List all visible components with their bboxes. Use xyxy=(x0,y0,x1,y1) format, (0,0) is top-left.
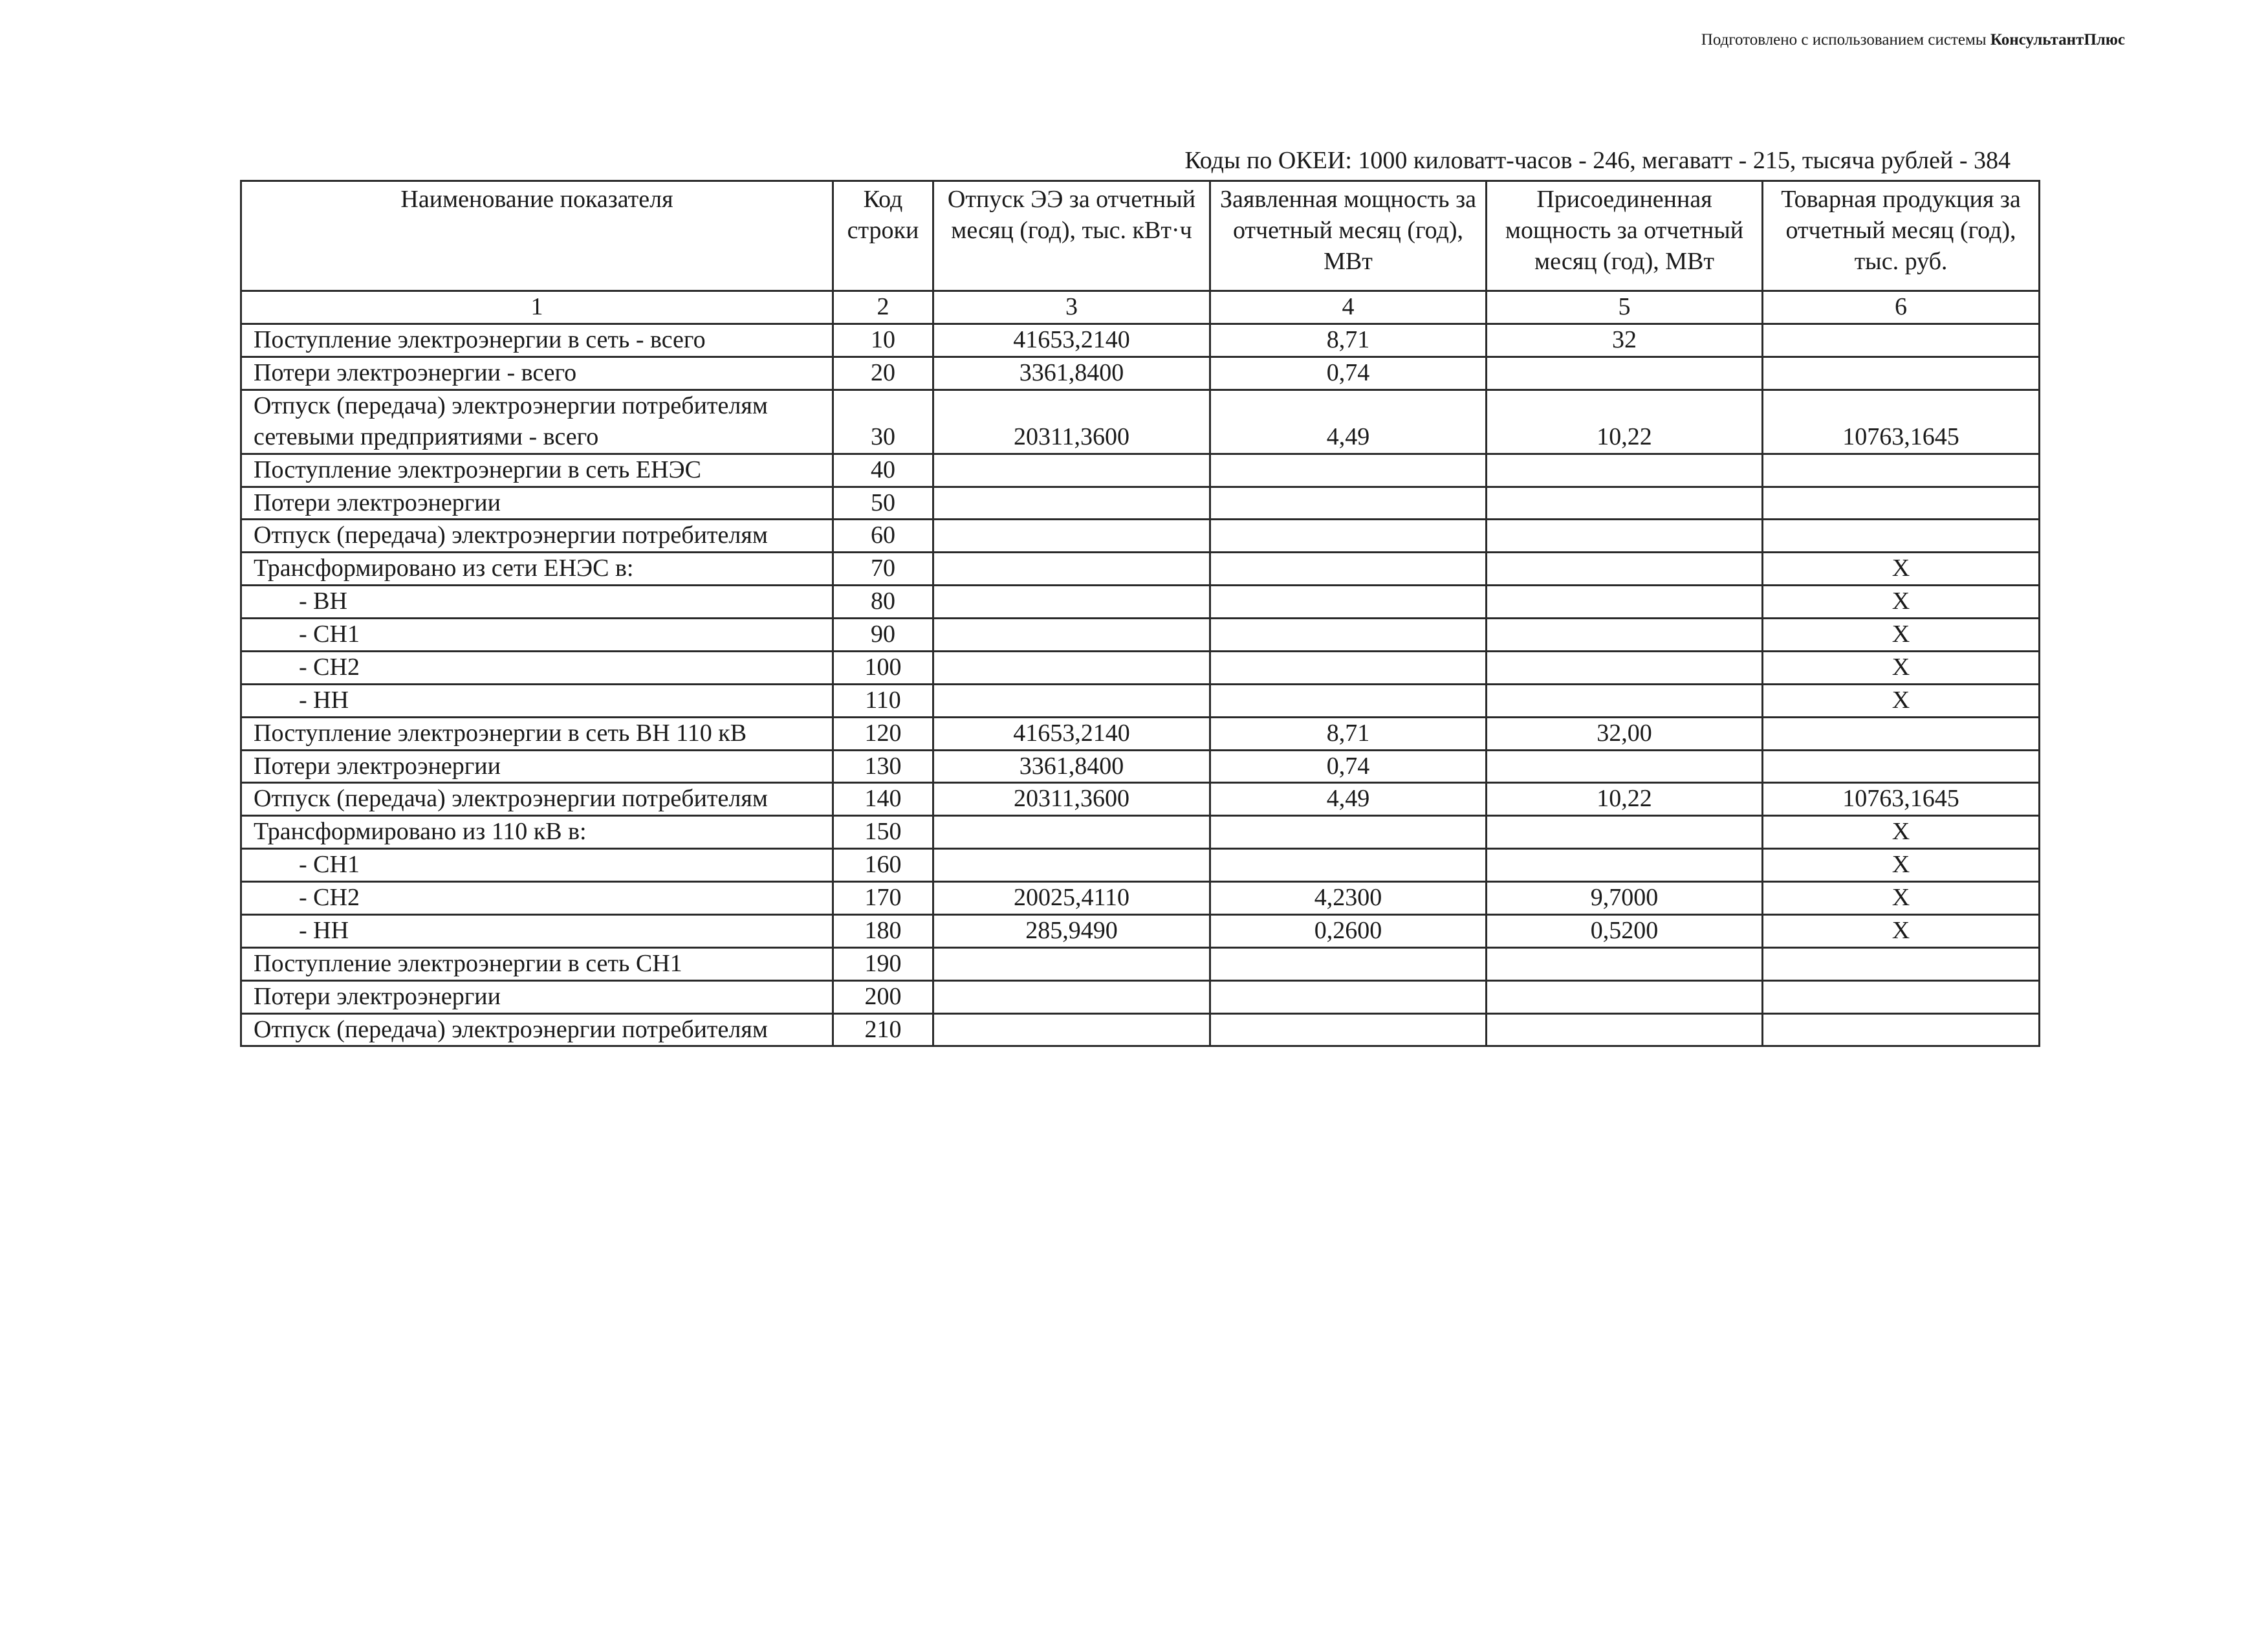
connected-capacity-cell xyxy=(1487,619,1763,652)
table-row xyxy=(241,619,2040,652)
declared-capacity-cell xyxy=(1210,947,1487,980)
row-code: 30 xyxy=(833,390,933,454)
energy-supply-cell xyxy=(933,1013,1210,1046)
table-row xyxy=(241,783,2040,816)
energy-supply-cell xyxy=(933,586,1210,619)
row-name: - СН2 xyxy=(241,882,833,915)
row-code: 170 xyxy=(833,882,933,915)
connected-capacity-cell: 10,22 xyxy=(1487,783,1763,816)
row-name: - НН xyxy=(241,914,833,947)
table-row xyxy=(241,717,2040,750)
row-name: Поступление электроэнергии в сеть ЕНЭС xyxy=(241,454,833,487)
connected-capacity-cell: 32,00 xyxy=(1487,717,1763,750)
connected-capacity-cell xyxy=(1487,651,1763,684)
column-number: 5 xyxy=(1487,291,1763,324)
energy-supply-cell: 41653,2140 xyxy=(933,717,1210,750)
column-header: Присоединенная мощность за отчетный месяц (год), МВт xyxy=(1487,181,1763,291)
connected-capacity-cell xyxy=(1487,947,1763,980)
connected-capacity-cell xyxy=(1487,553,1763,586)
connected-capacity-cell: 0,5200 xyxy=(1487,914,1763,947)
row-name: Отпуск (передача) электроэнергии потребителям xyxy=(241,520,833,553)
connected-capacity-cell: 10,22 xyxy=(1487,390,1763,454)
declared-capacity-cell: 0,2600 xyxy=(1210,914,1487,947)
column-number: 4 xyxy=(1210,291,1487,324)
table-row xyxy=(241,487,2040,520)
energy-supply-cell: 20311,3600 xyxy=(933,390,1210,454)
row-name: - НН xyxy=(241,684,833,717)
commodity-output-cell xyxy=(1763,357,2040,390)
energy-supply-cell xyxy=(933,619,1210,652)
table-row xyxy=(241,882,2040,915)
declared-capacity-cell xyxy=(1210,586,1487,619)
row-name: - СН2 xyxy=(241,651,833,684)
table-row xyxy=(241,947,2040,980)
commodity-output-cell xyxy=(1763,1013,2040,1046)
declared-capacity-cell xyxy=(1210,487,1487,520)
commodity-output-cell: 10763,1645 xyxy=(1763,390,2040,454)
row-name: Потери электроэнергии xyxy=(241,487,833,520)
energy-supply-cell xyxy=(933,651,1210,684)
row-code: 150 xyxy=(833,816,933,849)
energy-supply-cell xyxy=(933,553,1210,586)
table-row xyxy=(241,454,2040,487)
row-code: 200 xyxy=(833,980,933,1013)
commodity-output-cell: X xyxy=(1763,619,2040,652)
commodity-output-cell xyxy=(1763,454,2040,487)
row-code: 40 xyxy=(833,454,933,487)
declared-capacity-cell: 4,49 xyxy=(1210,783,1487,816)
table-row xyxy=(241,750,2040,783)
energy-supply-cell xyxy=(933,816,1210,849)
commodity-output-cell: X xyxy=(1763,553,2040,586)
row-name: Поступление электроэнергии в сеть - всего xyxy=(241,324,833,357)
prepared-by-note xyxy=(0,31,2125,49)
connected-capacity-cell xyxy=(1487,586,1763,619)
energy-supply-cell: 285,9490 xyxy=(933,914,1210,947)
declared-capacity-cell xyxy=(1210,849,1487,882)
declared-capacity-cell xyxy=(1210,1013,1487,1046)
prepared-by-prefix: Подготовлено с использованием системы xyxy=(1701,31,1990,49)
row-code: 140 xyxy=(833,783,933,816)
column-header: Отпуск ЭЭ за отчетный месяц (год), тыс. кВт·ч xyxy=(933,181,1210,291)
row-code: 130 xyxy=(833,750,933,783)
connected-capacity-cell: 9,7000 xyxy=(1487,882,1763,915)
column-numbers-row xyxy=(241,291,2040,324)
energy-supply-cell xyxy=(933,980,1210,1013)
declared-capacity-cell xyxy=(1210,684,1487,717)
connected-capacity-cell xyxy=(1487,980,1763,1013)
declared-capacity-cell: 0,74 xyxy=(1210,750,1487,783)
row-code: 190 xyxy=(833,947,933,980)
commodity-output-cell xyxy=(1763,947,2040,980)
connected-capacity-cell xyxy=(1487,357,1763,390)
table-row xyxy=(241,1013,2040,1046)
commodity-output-cell xyxy=(1763,717,2040,750)
brand-name: КонсультантПлюс xyxy=(1990,31,2125,49)
table-row xyxy=(241,553,2040,586)
column-header: Заявленная мощность за отчетный месяц (год), МВт xyxy=(1210,181,1487,291)
row-code: 70 xyxy=(833,553,933,586)
commodity-output-cell xyxy=(1763,750,2040,783)
row-name: Отпуск (передача) электроэнергии потребителям xyxy=(241,1013,833,1046)
energy-supply-cell xyxy=(933,454,1210,487)
column-number: 3 xyxy=(933,291,1210,324)
commodity-output-cell: X xyxy=(1763,586,2040,619)
table-row xyxy=(241,849,2040,882)
table-row xyxy=(241,324,2040,357)
row-code: 20 xyxy=(833,357,933,390)
commodity-output-cell: X xyxy=(1763,882,2040,915)
row-name: Трансформировано из сети ЕНЭС в: xyxy=(241,553,833,586)
table-row xyxy=(241,357,2040,390)
energy-supply-cell: 20311,3600 xyxy=(933,783,1210,816)
row-code: 100 xyxy=(833,651,933,684)
column-number: 1 xyxy=(241,291,833,324)
row-code: 10 xyxy=(833,324,933,357)
energy-supply-cell xyxy=(933,947,1210,980)
commodity-output-cell: X xyxy=(1763,914,2040,947)
report-table xyxy=(240,180,2040,1047)
column-header: Код строки xyxy=(833,181,933,291)
declared-capacity-cell: 0,74 xyxy=(1210,357,1487,390)
table-row xyxy=(241,684,2040,717)
energy-supply-cell xyxy=(933,487,1210,520)
column-number: 6 xyxy=(1763,291,2040,324)
row-code: 110 xyxy=(833,684,933,717)
table-row xyxy=(241,520,2040,553)
commodity-output-cell: X xyxy=(1763,849,2040,882)
row-name: - СН1 xyxy=(241,619,833,652)
connected-capacity-cell xyxy=(1487,454,1763,487)
row-name: Потери электроэнергии xyxy=(241,980,833,1013)
row-name: - ВН xyxy=(241,586,833,619)
table-row xyxy=(241,390,2040,454)
table-row xyxy=(241,651,2040,684)
row-name: Потери электроэнергии - всего xyxy=(241,357,833,390)
row-code: 160 xyxy=(833,849,933,882)
row-name: Поступление электроэнергии в сеть ВН 110 кВ xyxy=(241,717,833,750)
declared-capacity-cell xyxy=(1210,454,1487,487)
connected-capacity-cell xyxy=(1487,520,1763,553)
okei-codes: Коды по ОКЕИ: 1000 киловатт-часов - 246, мегаватт - 215, тысяча рублей - 384 xyxy=(1184,147,2011,174)
commodity-output-cell xyxy=(1763,980,2040,1013)
declared-capacity-cell: 4,2300 xyxy=(1210,882,1487,915)
connected-capacity-cell xyxy=(1487,487,1763,520)
commodity-output-cell: X xyxy=(1763,684,2040,717)
table-header-row xyxy=(241,181,2040,291)
commodity-output-cell xyxy=(1763,487,2040,520)
connected-capacity-cell xyxy=(1487,684,1763,717)
row-code: 90 xyxy=(833,619,933,652)
commodity-output-cell xyxy=(1763,520,2040,553)
energy-supply-cell xyxy=(933,520,1210,553)
energy-supply-cell xyxy=(933,684,1210,717)
column-header: Наименование показателя xyxy=(241,181,833,291)
energy-supply-cell xyxy=(933,849,1210,882)
declared-capacity-cell: 4,49 xyxy=(1210,390,1487,454)
commodity-output-cell: X xyxy=(1763,651,2040,684)
row-name: - СН1 xyxy=(241,849,833,882)
row-code: 80 xyxy=(833,586,933,619)
connected-capacity-cell xyxy=(1487,750,1763,783)
declared-capacity-cell xyxy=(1210,980,1487,1013)
connected-capacity-cell xyxy=(1487,1013,1763,1046)
row-name: Отпуск (передача) электроэнергии потребителям xyxy=(241,783,833,816)
connected-capacity-cell: 32 xyxy=(1487,324,1763,357)
declared-capacity-cell xyxy=(1210,651,1487,684)
declared-capacity-cell xyxy=(1210,619,1487,652)
row-code: 50 xyxy=(833,487,933,520)
table-row xyxy=(241,980,2040,1013)
table-row xyxy=(241,816,2040,849)
row-code: 210 xyxy=(833,1013,933,1046)
commodity-output-cell xyxy=(1763,324,2040,357)
row-name: Трансформировано из 110 кВ в: xyxy=(241,816,833,849)
row-code: 60 xyxy=(833,520,933,553)
row-name: Потери электроэнергии xyxy=(241,750,833,783)
table-row xyxy=(241,586,2040,619)
connected-capacity-cell xyxy=(1487,816,1763,849)
row-name: Поступление электроэнергии в сеть СН1 xyxy=(241,947,833,980)
declared-capacity-cell: 8,71 xyxy=(1210,717,1487,750)
declared-capacity-cell: 8,71 xyxy=(1210,324,1487,357)
table-row xyxy=(241,914,2040,947)
declared-capacity-cell xyxy=(1210,520,1487,553)
commodity-output-cell: X xyxy=(1763,816,2040,849)
energy-supply-cell: 20025,4110 xyxy=(933,882,1210,915)
column-header: Товарная продукция за отчетный месяц (год), тыс. руб. xyxy=(1763,181,2040,291)
energy-supply-cell: 3361,8400 xyxy=(933,750,1210,783)
column-number: 2 xyxy=(833,291,933,324)
commodity-output-cell: 10763,1645 xyxy=(1763,783,2040,816)
row-code: 180 xyxy=(833,914,933,947)
energy-supply-cell: 41653,2140 xyxy=(933,324,1210,357)
row-name: Отпуск (передача) электроэнергии потребителям сетевыми предприятиями - всего xyxy=(241,390,833,454)
declared-capacity-cell xyxy=(1210,553,1487,586)
energy-supply-cell: 3361,8400 xyxy=(933,357,1210,390)
connected-capacity-cell xyxy=(1487,849,1763,882)
declared-capacity-cell xyxy=(1210,816,1487,849)
row-code: 120 xyxy=(833,717,933,750)
